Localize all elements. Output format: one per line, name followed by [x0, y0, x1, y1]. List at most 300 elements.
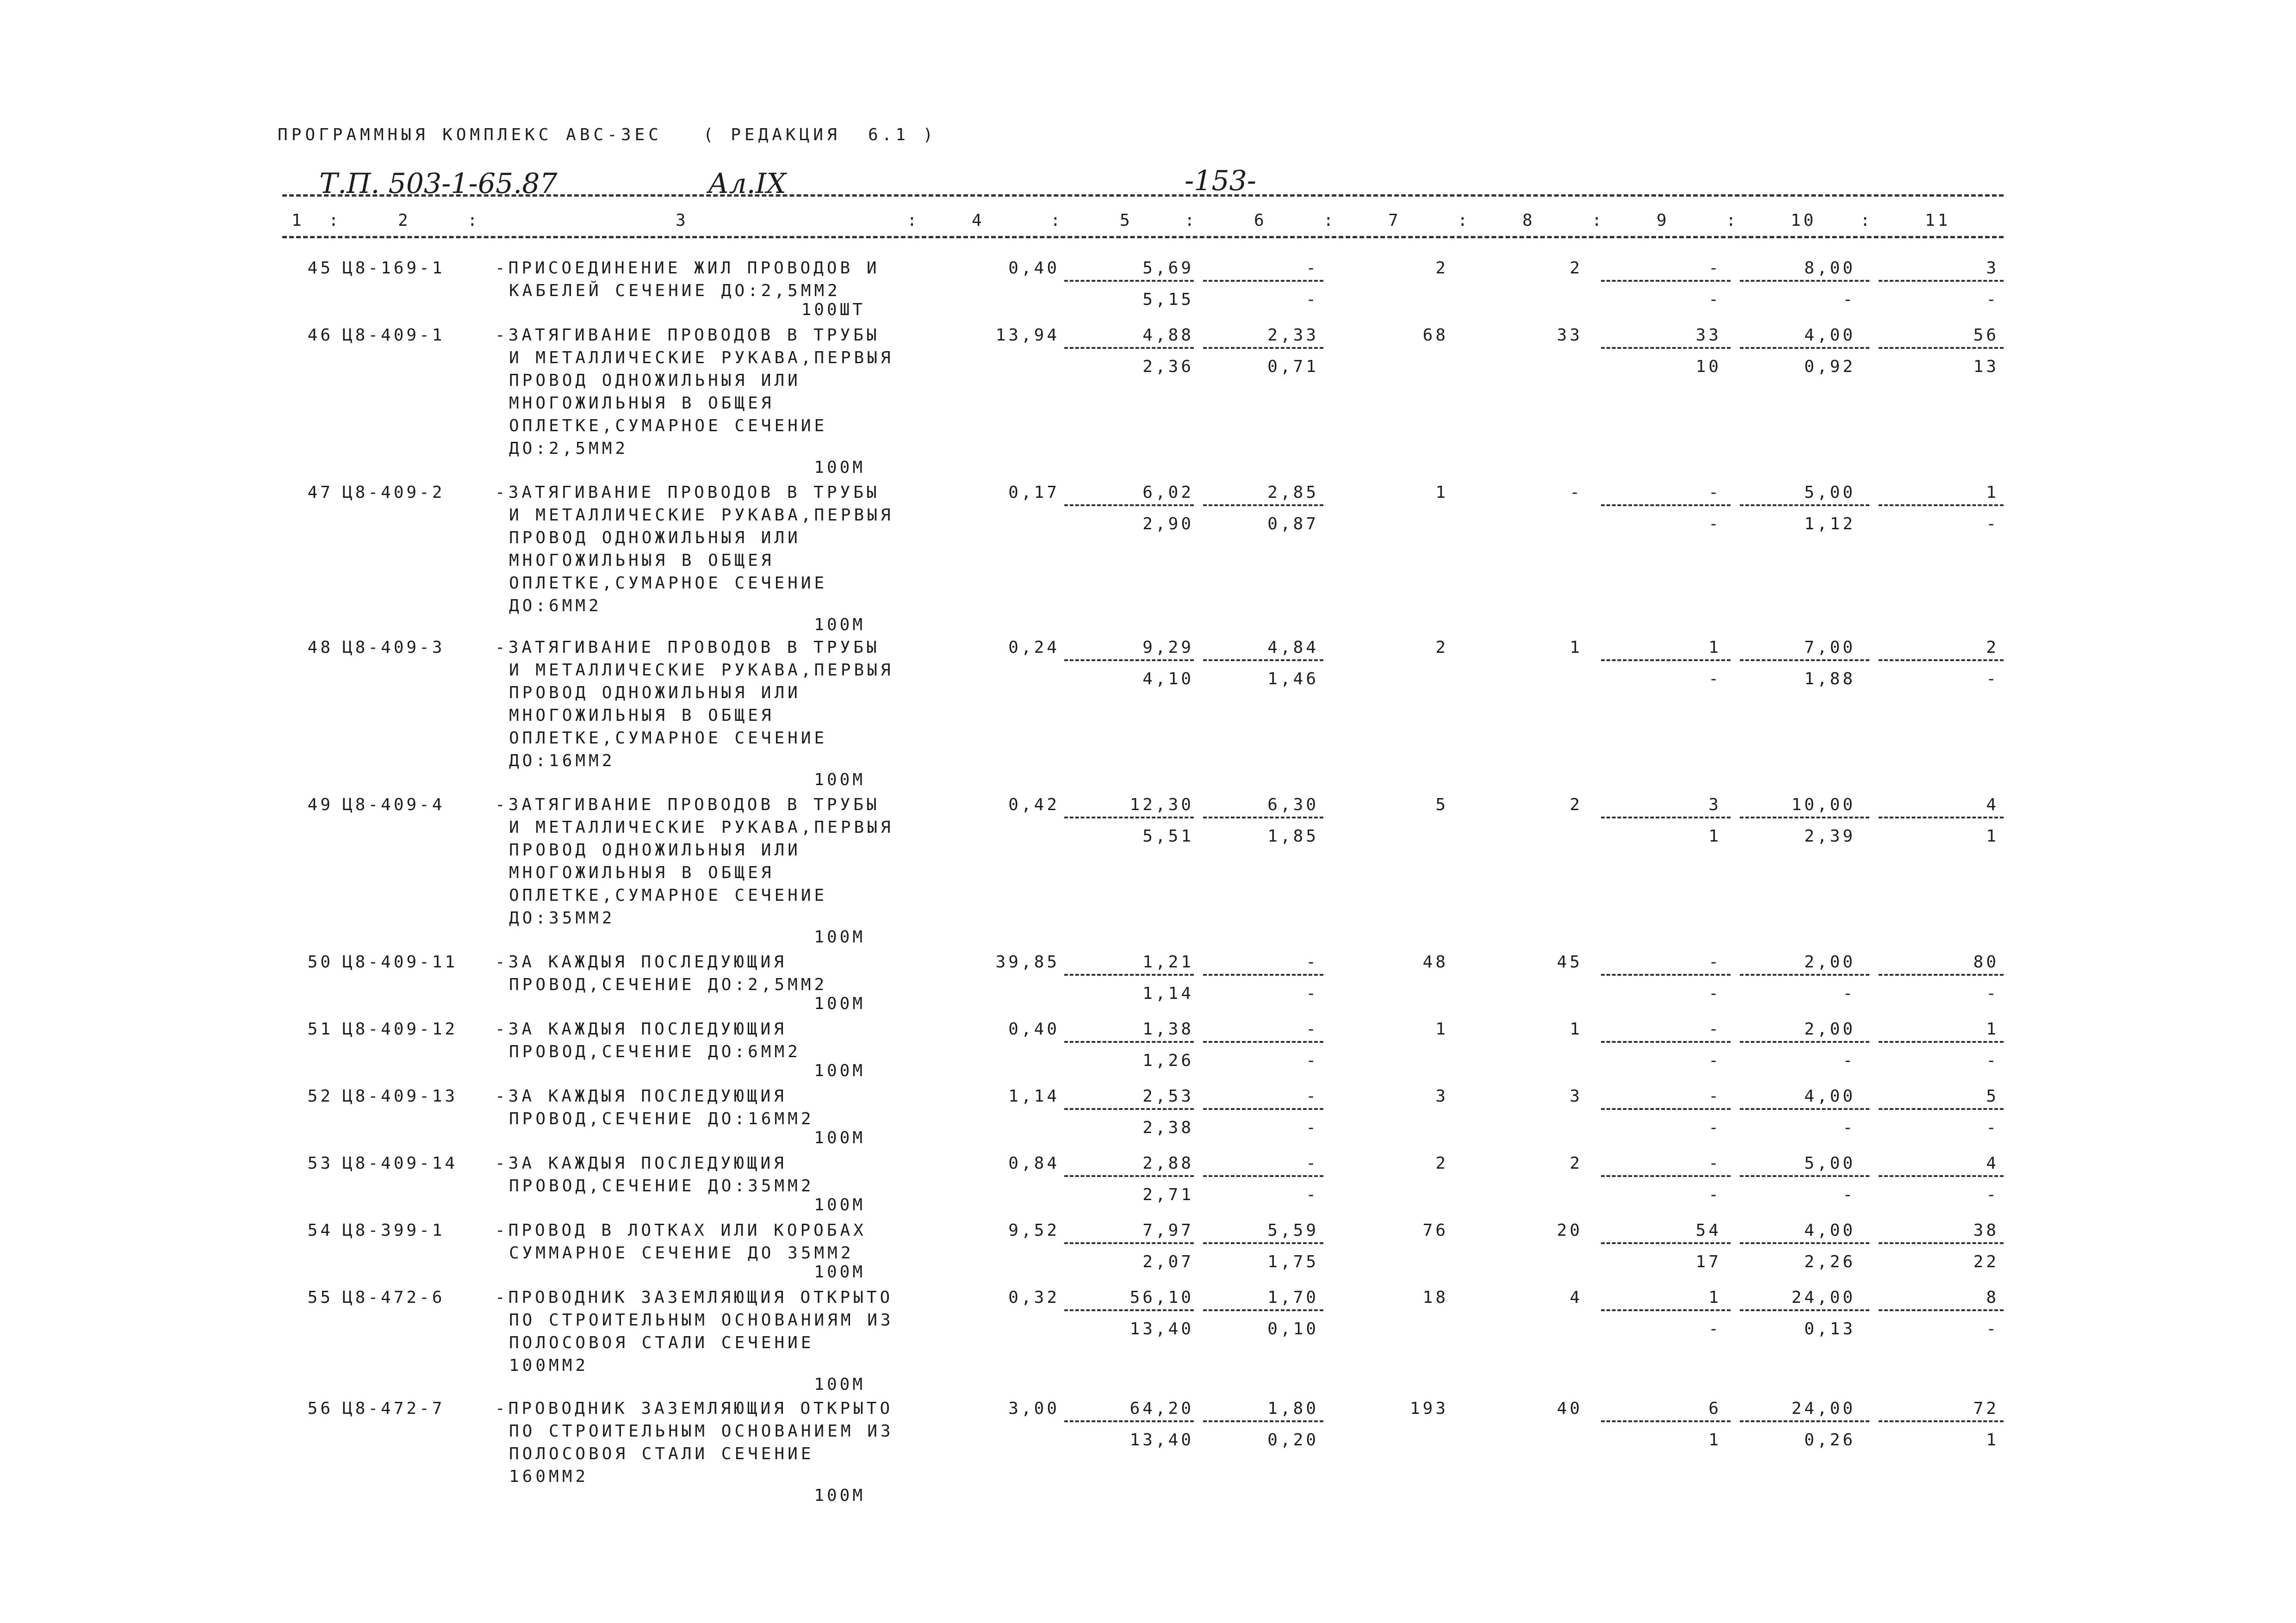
machinist-labor-total: -	[1986, 514, 1999, 533]
wage-total: 40	[1557, 1399, 1582, 1418]
work-description-line: -ЗАТЯГИВАНИЕ ПРОВОДОВ В ТРУБЫ	[495, 795, 880, 814]
work-description-line: ДО:2,5ММ2	[509, 439, 629, 458]
rate-code: Ц8-409-4	[342, 795, 445, 814]
machine-wage-total: 1	[1708, 827, 1721, 846]
unit-of-measure: 100М	[814, 1486, 865, 1505]
machinist-labor-norm: 2,39	[1804, 827, 1855, 846]
fraction-divider	[1879, 280, 2004, 282]
labor-norm: 8,00	[1804, 259, 1855, 278]
program-header: ПРОГРАММНЫЯ КОМПЛЕКС АВС-3ЕС ( РЕДАКЦИЯ 6.1 )	[278, 125, 937, 144]
labor-norm: 4,00	[1804, 1221, 1855, 1240]
wage-total: 45	[1557, 953, 1582, 972]
labor-norm: 10,00	[1791, 795, 1855, 814]
column-separator: :	[1323, 211, 1336, 230]
wage-total: -	[1570, 483, 1582, 502]
machine-cost: -	[1306, 1154, 1319, 1173]
fraction-divider	[1879, 347, 2004, 349]
wage-total: 2	[1570, 259, 1582, 278]
work-description-line: ДО:6ММ2	[509, 596, 602, 615]
work-description-line: ОПЛЕТКЕ,СУМАРНОЕ СЕЧЕНИЕ	[509, 574, 828, 593]
direct-cost: 9,29	[1142, 638, 1194, 657]
labor-total: 2	[1986, 638, 1999, 657]
work-description-line: ПРОВОД,СЕЧЕНИЕ ДО:2,5ММ2	[509, 975, 828, 994]
work-description-line: ПО СТРОИТЕЛЬНЫМ ОСНОВАНИЯМ ИЗ	[509, 1311, 894, 1330]
machine-cost: 1,70	[1267, 1288, 1319, 1307]
fraction-divider	[1879, 659, 2004, 661]
labor-norm: 4,00	[1804, 1087, 1855, 1106]
work-description-line: -ПРОВОД В ЛОТКАХ ИЛИ КОРОБАХ	[495, 1221, 867, 1240]
column-number-8: 8	[1522, 211, 1535, 230]
work-description-line: ПРОВОД,СЕЧЕНИЕ ДО:6ММ2	[509, 1042, 801, 1061]
fraction-divider	[1879, 974, 2004, 976]
fraction-divider	[1203, 1309, 1323, 1311]
total-cost: 1	[1435, 483, 1448, 502]
row-number: 50	[307, 953, 333, 972]
machine-wage: 0,87	[1267, 514, 1319, 533]
machine-wage: -	[1306, 1051, 1319, 1070]
machine-wage-total: -	[1708, 1185, 1721, 1204]
machine-cost: -	[1306, 1020, 1319, 1039]
column-separator: :	[329, 211, 341, 230]
wage-cost: 5,15	[1142, 290, 1194, 309]
fraction-divider	[1064, 1309, 1194, 1311]
wage-total: 20	[1557, 1221, 1582, 1240]
machine-wage: -	[1306, 1118, 1319, 1137]
rate-code: Ц8-472-6	[342, 1288, 445, 1307]
total-cost: 2	[1435, 259, 1448, 278]
fraction-divider	[1203, 1041, 1323, 1043]
fraction-divider	[1203, 1242, 1323, 1244]
unit-of-measure: 100М	[814, 458, 865, 477]
row-number: 49	[307, 795, 333, 814]
fraction-divider	[1740, 1108, 1869, 1110]
row-number: 52	[307, 1087, 333, 1106]
fraction-divider	[1740, 1041, 1869, 1043]
column-separator: :	[1592, 211, 1605, 230]
fraction-divider	[1203, 974, 1323, 976]
machine-cost: 2,85	[1267, 483, 1319, 502]
machine-total: -	[1708, 1020, 1721, 1039]
fraction-divider	[1740, 659, 1869, 661]
quantity: 0,40	[1008, 1020, 1060, 1039]
unit-of-measure: 100М	[814, 615, 865, 634]
work-description-line: ПРОВОД ОДНОЖИЛЬНЫЯ ИЛИ	[509, 683, 801, 702]
work-description-line: И МЕТАЛЛИЧЕСКИЕ РУКАВА,ПЕРВЫЯ	[509, 506, 894, 525]
total-cost: 3	[1435, 1087, 1448, 1106]
fraction-divider	[1879, 817, 2004, 818]
labor-total: 8	[1986, 1288, 1999, 1307]
fraction-divider	[1601, 1420, 1731, 1422]
row-number: 56	[307, 1399, 333, 1418]
machine-wage-total: -	[1708, 514, 1721, 533]
row-number: 45	[307, 259, 333, 278]
machine-wage: -	[1306, 1185, 1319, 1204]
machine-total: 1	[1708, 638, 1721, 657]
machine-wage-total: -	[1708, 984, 1721, 1003]
wage-total: 2	[1570, 795, 1582, 814]
fraction-divider	[1740, 1175, 1869, 1177]
wage-cost: 2,07	[1142, 1252, 1194, 1271]
fraction-divider	[1879, 1309, 2004, 1311]
labor-total: 56	[1973, 326, 1999, 345]
unit-of-measure: 100М	[814, 1061, 865, 1080]
work-description-line: -ЗА КАЖДЫЯ ПОСЛЕДУЮЩИЯ	[495, 1087, 787, 1106]
machine-wage: -	[1306, 290, 1319, 309]
direct-cost: 5,69	[1142, 259, 1194, 278]
labor-norm: 7,00	[1804, 638, 1855, 657]
direct-cost: 4,88	[1142, 326, 1194, 345]
fraction-divider	[1064, 1420, 1194, 1422]
work-description-line: МНОГОЖИЛЬНЫЯ В ОБЩЕЯ	[509, 863, 775, 882]
labor-total: 5	[1986, 1087, 1999, 1106]
quantity: 39,85	[995, 953, 1060, 972]
machine-total: 6	[1708, 1399, 1721, 1418]
header-rule-bottom	[282, 236, 2004, 238]
work-description-line: ПРОВОД ОДНОЖИЛЬНЫЯ ИЛИ	[509, 371, 801, 390]
wage-total: 1	[1570, 1020, 1582, 1039]
rate-code: Ц8-409-3	[342, 638, 445, 657]
fraction-divider	[1879, 1041, 2004, 1043]
wage-cost: 1,26	[1142, 1051, 1194, 1070]
machine-total: -	[1708, 1087, 1721, 1106]
machinist-labor-norm: -	[1843, 1051, 1855, 1070]
doc-code: Т.П. 503-1-65.87	[319, 167, 558, 200]
work-description-line: -ЗАТЯГИВАНИЕ ПРОВОДОВ В ТРУБЫ	[495, 638, 880, 657]
fraction-divider	[1740, 1309, 1869, 1311]
machine-total: 1	[1708, 1288, 1721, 1307]
labor-norm: 5,00	[1804, 1154, 1855, 1173]
fraction-divider	[1064, 974, 1194, 976]
machine-wage-total: 17	[1695, 1252, 1721, 1271]
row-number: 53	[307, 1154, 333, 1173]
machine-wage: 0,71	[1267, 357, 1319, 376]
quantity: 0,24	[1008, 638, 1060, 657]
total-cost: 2	[1435, 1154, 1448, 1173]
fraction-divider	[1601, 1309, 1731, 1311]
quantity: 3,00	[1008, 1399, 1060, 1418]
machine-wage: 1,85	[1267, 827, 1319, 846]
machinist-labor-total: 1	[1986, 1431, 1999, 1450]
wage-cost: 2,71	[1142, 1185, 1194, 1204]
machine-total: 3	[1708, 795, 1721, 814]
work-description-line: И МЕТАЛЛИЧЕСКИЕ РУКАВА,ПЕРВЫЯ	[509, 348, 894, 367]
unit-of-measure: 100М	[814, 770, 865, 789]
unit-of-measure: 100М	[814, 928, 865, 947]
work-description-line: И МЕТАЛЛИЧЕСКИЕ РУКАВА,ПЕРВЫЯ	[509, 661, 894, 680]
labor-total: 4	[1986, 795, 1999, 814]
work-description-line: ОПЛЕТКЕ,СУМАРНОЕ СЕЧЕНИЕ	[509, 416, 828, 435]
work-description-line: ПРОВОД,СЕЧЕНИЕ ДО:35ММ2	[509, 1177, 814, 1196]
labor-norm: 24,00	[1791, 1288, 1855, 1307]
machine-wage: 1,46	[1267, 669, 1319, 688]
fraction-divider	[1740, 1242, 1869, 1244]
machinist-labor-total: -	[1986, 984, 1999, 1003]
fraction-divider	[1203, 817, 1323, 818]
fraction-divider	[1601, 504, 1731, 506]
machine-wage-total: -	[1708, 669, 1721, 688]
labor-total: 72	[1973, 1399, 1999, 1418]
machine-cost: 4,84	[1267, 638, 1319, 657]
work-description-line: 100ММ2	[509, 1356, 589, 1375]
labor-norm: 24,00	[1791, 1399, 1855, 1418]
work-description-line: -ПРОВОДНИК ЗАЗЕМЛЯЮЩИЯ ОТКРЫТО	[495, 1288, 894, 1307]
quantity: 13,94	[995, 326, 1060, 345]
fraction-divider	[1203, 1420, 1323, 1422]
labor-total: 1	[1986, 483, 1999, 502]
wage-cost: 4,10	[1142, 669, 1194, 688]
work-description-line: МНОГОЖИЛЬНЫЯ В ОБЩЕЯ	[509, 551, 775, 570]
work-description-line: СУММАРНОЕ СЕЧЕНИЕ ДО 35ММ2	[509, 1244, 854, 1263]
labor-total: 3	[1986, 259, 1999, 278]
row-number: 46	[307, 326, 333, 345]
work-description-line: -ЗА КАЖДЫЯ ПОСЛЕДУЮЩИЯ	[495, 953, 787, 972]
rate-code: Ц8-399-1	[342, 1221, 445, 1240]
machine-wage-total: -	[1708, 1051, 1721, 1070]
direct-cost: 64,20	[1129, 1399, 1194, 1418]
column-number-2: 2	[398, 211, 411, 230]
machine-wage: 1,75	[1267, 1252, 1319, 1271]
direct-cost: 1,21	[1142, 953, 1194, 972]
fraction-divider	[1740, 1420, 1869, 1422]
quantity: 9,52	[1008, 1221, 1060, 1240]
machine-total: -	[1708, 259, 1721, 278]
machine-total: -	[1708, 1154, 1721, 1173]
fraction-divider	[1064, 504, 1194, 506]
machine-wage-total: 10	[1695, 357, 1721, 376]
column-number-11: 11	[1925, 211, 1951, 230]
work-description-line: ДО:35ММ2	[509, 909, 615, 928]
work-description-line: ПОЛОСОВОЯ СТАЛИ СЕЧЕНИЕ	[509, 1444, 814, 1463]
unit-of-measure: 100М	[814, 1263, 865, 1282]
rate-code: Ц8-409-13	[342, 1087, 458, 1106]
wage-cost: 1,14	[1142, 984, 1194, 1003]
machinist-labor-norm: 0,13	[1804, 1319, 1855, 1338]
fraction-divider	[1064, 280, 1194, 282]
labor-total: 1	[1986, 1020, 1999, 1039]
machinist-labor-total: -	[1986, 1051, 1999, 1070]
work-description-line: ПРОВОД ОДНОЖИЛЬНЫЯ ИЛИ	[509, 528, 801, 547]
machine-cost: -	[1306, 1087, 1319, 1106]
total-cost: 193	[1409, 1399, 1448, 1418]
machine-cost: -	[1306, 259, 1319, 278]
fraction-divider	[1203, 504, 1323, 506]
total-cost: 76	[1422, 1221, 1448, 1240]
wage-total: 1	[1570, 638, 1582, 657]
machine-wage: 0,20	[1267, 1431, 1319, 1450]
wage-total: 3	[1570, 1087, 1582, 1106]
column-separator: :	[1185, 211, 1198, 230]
work-description-line: ПО СТРОИТЕЛЬНЫМ ОСНОВАНИЕМ ИЗ	[509, 1422, 894, 1441]
wage-cost: 2,38	[1142, 1118, 1194, 1137]
machinist-labor-norm: 1,88	[1804, 669, 1855, 688]
row-number: 55	[307, 1288, 333, 1307]
page-number: -153-	[1185, 165, 1257, 197]
rate-code: Ц8-409-2	[342, 483, 445, 502]
work-description-line: 160ММ2	[509, 1467, 589, 1486]
machine-cost: -	[1306, 953, 1319, 972]
machine-cost: 5,59	[1267, 1221, 1319, 1240]
machinist-labor-total: -	[1986, 669, 1999, 688]
wage-cost: 2,36	[1142, 357, 1194, 376]
machinist-labor-norm: 0,92	[1804, 357, 1855, 376]
direct-cost: 12,30	[1129, 795, 1194, 814]
direct-cost: 2,88	[1142, 1154, 1194, 1173]
work-description-line: ПРОВОД ОДНОЖИЛЬНЫЯ ИЛИ	[509, 841, 801, 860]
unit-of-measure: 100М	[814, 994, 865, 1013]
work-description-line: МНОГОЖИЛЬНЫЯ В ОБЩЕЯ	[509, 706, 775, 725]
column-separator: :	[467, 211, 480, 230]
fraction-divider	[1601, 280, 1731, 282]
fraction-divider	[1064, 1242, 1194, 1244]
total-cost: 18	[1422, 1288, 1448, 1307]
quantity: 0,40	[1008, 259, 1060, 278]
machinist-labor-total: -	[1986, 290, 1999, 309]
direct-cost: 1,38	[1142, 1020, 1194, 1039]
row-number: 48	[307, 638, 333, 657]
row-number: 54	[307, 1221, 333, 1240]
column-separator: :	[1860, 211, 1873, 230]
labor-norm: 2,00	[1804, 953, 1855, 972]
machinist-labor-total: 13	[1973, 357, 1999, 376]
work-description-line: -ЗАТЯГИВАНИЕ ПРОВОДОВ В ТРУБЫ	[495, 483, 880, 502]
machinist-labor-total: -	[1986, 1118, 1999, 1137]
direct-cost: 7,97	[1142, 1221, 1194, 1240]
machinist-labor-total: 22	[1973, 1252, 1999, 1271]
labor-norm: 5,00	[1804, 483, 1855, 502]
unit-of-measure: 100М	[814, 1196, 865, 1214]
machinist-labor-total: -	[1986, 1185, 1999, 1204]
fraction-divider	[1601, 1108, 1731, 1110]
fraction-divider	[1879, 1108, 2004, 1110]
rate-code: Ц8-409-14	[342, 1154, 458, 1173]
column-number-10: 10	[1791, 211, 1817, 230]
album-number: Ал.IX	[708, 167, 787, 200]
wage-total: 33	[1557, 326, 1582, 345]
column-number-5: 5	[1120, 211, 1133, 230]
fraction-divider	[1064, 1175, 1194, 1177]
wage-cost: 2,90	[1142, 514, 1194, 533]
row-number: 47	[307, 483, 333, 502]
fraction-divider	[1601, 347, 1731, 349]
column-separator: :	[1458, 211, 1471, 230]
column-number-3: 3	[676, 211, 689, 230]
fraction-divider	[1064, 1041, 1194, 1043]
machine-total: -	[1708, 953, 1721, 972]
fraction-divider	[1064, 1108, 1194, 1110]
machine-total: -	[1708, 483, 1721, 502]
fraction-divider	[1601, 1242, 1731, 1244]
machinist-labor-norm: -	[1843, 1185, 1855, 1204]
fraction-divider	[1601, 1041, 1731, 1043]
fraction-divider	[1601, 817, 1731, 818]
machine-total: 33	[1695, 326, 1721, 345]
column-number-9: 9	[1657, 211, 1669, 230]
work-description-line: И МЕТАЛЛИЧЕСКИЕ РУКАВА,ПЕРВЫЯ	[509, 818, 894, 837]
row-number: 51	[307, 1020, 333, 1039]
rate-code: Ц8-472-7	[342, 1399, 445, 1418]
work-description-line: МНОГОЖИЛЬНЫЯ В ОБЩЕЯ	[509, 394, 775, 413]
fraction-divider	[1740, 817, 1869, 818]
fraction-divider	[1064, 347, 1194, 349]
rate-code: Ц8-409-11	[342, 953, 458, 972]
work-description-line: ОПЛЕТКЕ,СУМАРНОЕ СЕЧЕНИЕ	[509, 886, 828, 905]
wage-total: 4	[1570, 1288, 1582, 1307]
column-number-7: 7	[1388, 211, 1401, 230]
total-cost: 2	[1435, 638, 1448, 657]
machine-cost: 2,33	[1267, 326, 1319, 345]
machine-wage-total: -	[1708, 1319, 1721, 1338]
fraction-divider	[1203, 347, 1323, 349]
work-description-line: ПРОВОД,СЕЧЕНИЕ ДО:16ММ2	[509, 1109, 814, 1128]
total-cost: 1	[1435, 1020, 1448, 1039]
machinist-labor-norm: 1,12	[1804, 514, 1855, 533]
column-number-1: 1	[292, 211, 304, 230]
labor-total: 38	[1973, 1221, 1999, 1240]
total-cost: 48	[1422, 953, 1448, 972]
machine-cost: 6,30	[1267, 795, 1319, 814]
rate-code: Ц8-409-1	[342, 326, 445, 345]
work-description-line: ПОЛОСОВОЯ СТАЛИ СЕЧЕНИЕ	[509, 1333, 814, 1352]
machinist-labor-norm: -	[1843, 290, 1855, 309]
wage-cost: 13,40	[1129, 1431, 1194, 1450]
fraction-divider	[1879, 1420, 2004, 1422]
machinist-labor-norm: 0,26	[1804, 1431, 1855, 1450]
column-separator: :	[1050, 211, 1063, 230]
header-rule-top	[282, 194, 2004, 197]
direct-cost: 2,53	[1142, 1087, 1194, 1106]
rate-code: Ц8-169-1	[342, 259, 445, 278]
machine-wage-total: -	[1708, 1118, 1721, 1137]
fraction-divider	[1879, 1242, 2004, 1244]
total-cost: 5	[1435, 795, 1448, 814]
fraction-divider	[1601, 974, 1731, 976]
quantity: 0,17	[1008, 483, 1060, 502]
fraction-divider	[1740, 347, 1869, 349]
work-description-line: -ПРИСОЕДИНЕНИЕ ЖИЛ ПРОВОДОВ И	[495, 259, 880, 278]
fraction-divider	[1740, 504, 1869, 506]
machine-cost: 1,80	[1267, 1399, 1319, 1418]
labor-total: 80	[1973, 953, 1999, 972]
quantity: 0,32	[1008, 1288, 1060, 1307]
machinist-labor-norm: 2,26	[1804, 1252, 1855, 1271]
labor-total: 4	[1986, 1154, 1999, 1173]
work-description-line: -ЗАТЯГИВАНИЕ ПРОВОДОВ В ТРУБЫ	[495, 326, 880, 345]
column-number-4: 4	[972, 211, 985, 230]
column-number-6: 6	[1254, 211, 1267, 230]
machine-wage: 0,10	[1267, 1319, 1319, 1338]
fraction-divider	[1740, 280, 1869, 282]
fraction-divider	[1203, 659, 1323, 661]
work-description-line: -ПРОВОДНИК ЗАЗЕМЛЯЮЩИЯ ОТКРЫТО	[495, 1399, 894, 1418]
fraction-divider	[1064, 659, 1194, 661]
quantity: 1,14	[1008, 1087, 1060, 1106]
machine-wage: -	[1306, 984, 1319, 1003]
work-description-line: ОПЛЕТКЕ,СУМАРНОЕ СЕЧЕНИЕ	[509, 729, 828, 748]
machine-wage-total: -	[1708, 290, 1721, 309]
column-separator: :	[907, 211, 920, 230]
wage-cost: 5,51	[1142, 827, 1194, 846]
wage-cost: 13,40	[1129, 1319, 1194, 1338]
fraction-divider	[1203, 1108, 1323, 1110]
labor-norm: 2,00	[1804, 1020, 1855, 1039]
machine-wage-total: 1	[1708, 1431, 1721, 1450]
quantity: 0,84	[1008, 1154, 1060, 1173]
fraction-divider	[1601, 659, 1731, 661]
work-description-line: ДО:16ММ2	[509, 751, 615, 770]
direct-cost: 56,10	[1129, 1288, 1194, 1307]
fraction-divider	[1064, 817, 1194, 818]
unit-of-measure: 100ШТ	[801, 300, 865, 319]
